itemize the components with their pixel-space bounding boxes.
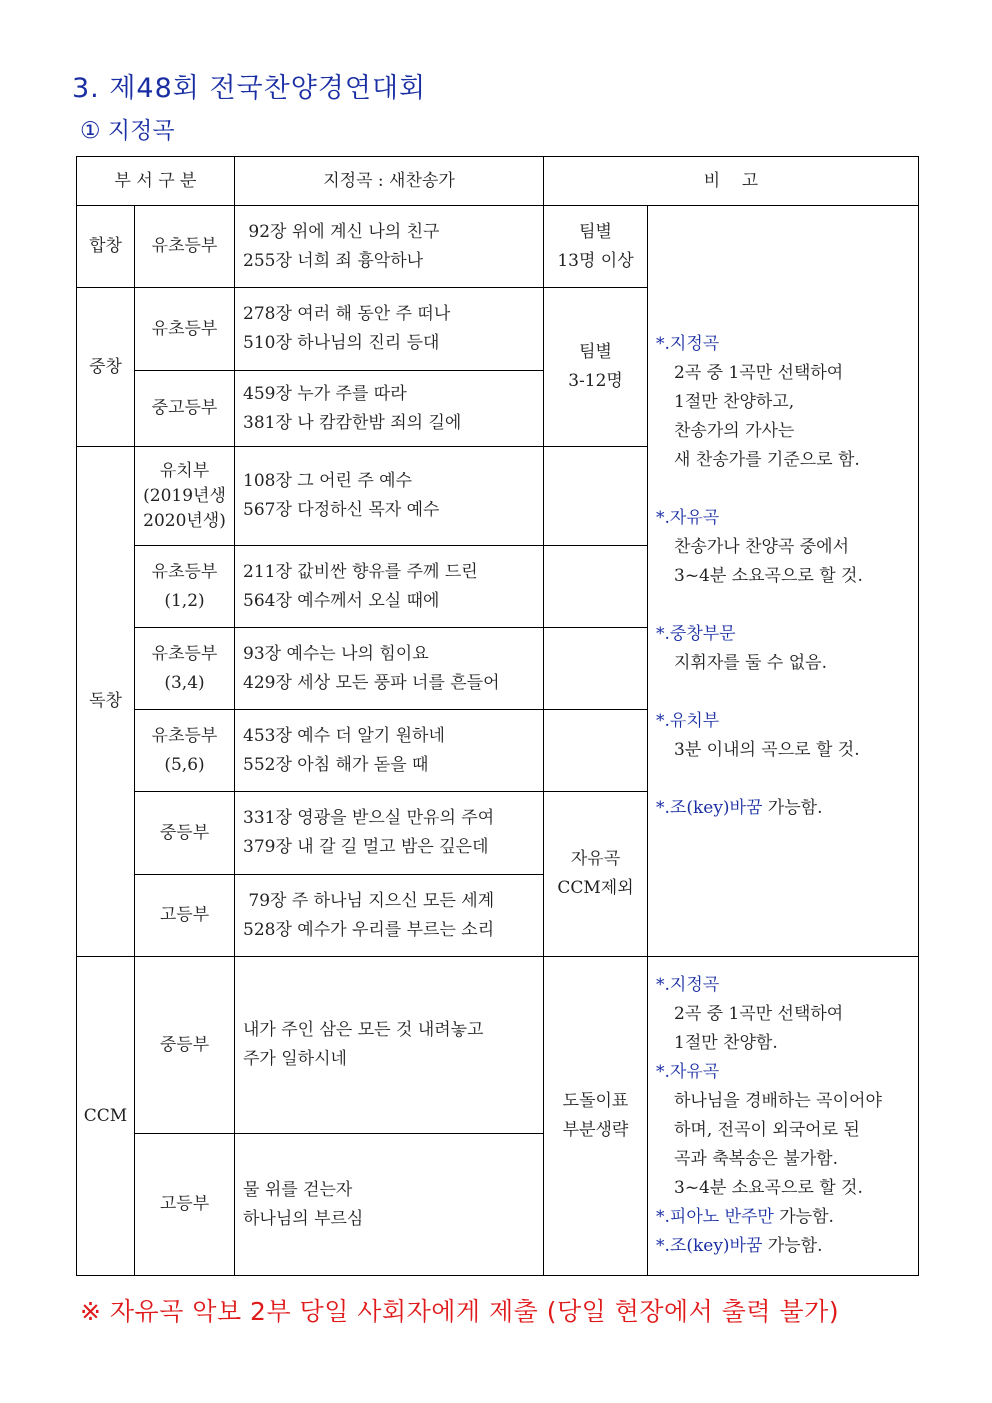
note-line: CCM제외	[557, 878, 634, 898]
remark-line: 1절만 찬양하고,	[674, 392, 795, 412]
remark-line: 찬송가나 찬양곡 중에서	[674, 537, 850, 557]
note-cell	[544, 288, 648, 447]
song-item: 211장 값비싼 향유를 주께 드린	[243, 561, 478, 582]
song-item: 510장 하나님의 진리 등대	[243, 333, 440, 353]
song-item: 255장 너희 죄 흉악하나	[243, 250, 424, 271]
remark-line: 찬송가의 가사는	[674, 421, 795, 441]
note-line: 3-12명	[568, 371, 623, 391]
header-remarks: 비 고	[544, 157, 919, 206]
dept-cell: 유초등부	[135, 206, 235, 288]
dept-cell	[135, 710, 235, 792]
table-row	[77, 957, 919, 1134]
dept-cell	[135, 628, 235, 710]
dept-line: (2019년생	[143, 485, 226, 506]
song-item: 92장 위에 계신 나의 친구	[243, 221, 440, 242]
remark-line: 2곡 중 1곡만 선택하여	[674, 363, 844, 383]
dept-line: (5,6)	[164, 754, 205, 775]
song-item: 381장 나 캄캄한밤 죄의 길에	[243, 412, 462, 433]
songs-cell	[235, 792, 544, 875]
dept-line: (3,4)	[164, 672, 205, 693]
songs-cell	[235, 710, 544, 792]
song-item: 552장 아침 해가 돋을 때	[243, 754, 429, 775]
remark-line: 2곡 중 1곡만 선택하여	[674, 1004, 844, 1024]
dept-cell	[135, 447, 235, 546]
remark-key: *.지정곡	[656, 975, 720, 995]
note-cell-empty	[544, 447, 648, 546]
song-item: 하나님의 부르심	[243, 1208, 364, 1229]
dept-cell: 중등부	[135, 792, 235, 875]
remark-line: 하며, 전곡이 외국어로 된	[674, 1120, 860, 1140]
dept-line: 유초등부	[151, 725, 218, 746]
song-item: 79장 주 하나님 지으신 모든 세계	[243, 890, 495, 911]
song-item: 453장 예수 더 알기 원하네	[243, 725, 445, 746]
remark-line: 새 찬송가를 기준으로 함.	[674, 450, 860, 470]
song-item: 278장 여러 해 동안 주 떠나	[243, 304, 451, 324]
note-cell	[544, 957, 648, 1276]
remark-rest: 가능함.	[762, 798, 823, 818]
dept-cell: 고등부	[135, 1134, 235, 1276]
note-line: 자유곡	[570, 849, 621, 869]
song-item: 567장 다정하신 목자 예수	[243, 500, 440, 520]
songs-cell	[235, 447, 544, 546]
remark-line: 곡과 축복송은 불가함.	[674, 1149, 839, 1169]
header-songs: 지정곡 : 새찬송가	[235, 157, 544, 206]
remark-key: *.지정곡	[656, 334, 720, 354]
song-item: 108장 그 어린 주 예수	[243, 471, 413, 491]
songs-cell	[235, 875, 544, 957]
remark-key: *.자유곡	[656, 1062, 720, 1082]
note-line: 팀별	[579, 342, 612, 362]
dept-cell	[135, 546, 235, 628]
table-header-row	[77, 157, 919, 206]
remark-key: *.조(key)바꿈	[656, 798, 763, 818]
song-item: 93장 예수는 나의 힘이요	[243, 643, 429, 664]
remark-rest: 가능함.	[762, 1236, 823, 1256]
remark-key: *.조(key)바꿈	[656, 1236, 763, 1256]
table-row	[77, 206, 919, 288]
header-division: 부 서 구 분	[77, 157, 235, 206]
section-subtitle: ① 지정곡	[80, 118, 175, 144]
note-cell	[544, 206, 648, 288]
dept-cell: 중등부	[135, 957, 235, 1134]
page-title: 3. 제48회 전국찬양경연대회	[72, 73, 427, 104]
songs-cell	[235, 628, 544, 710]
note-line: 13명 이상	[557, 250, 634, 271]
song-item: 주가 일하시네	[243, 1049, 347, 1069]
songs-cell	[235, 206, 544, 288]
song-item: 429장 세상 모든 풍파 너를 흔들어	[243, 672, 500, 693]
song-item: 물 위를 걷는자	[243, 1179, 353, 1200]
dept-line: 2020년생)	[143, 510, 226, 531]
note-cell-empty	[544, 710, 648, 792]
note-line: 도돌이표	[562, 1091, 629, 1111]
remark-line: 3~4분 소요곡으로 할 것.	[674, 566, 863, 586]
group-cell: CCM	[77, 957, 135, 1276]
remark-rest: 가능함.	[773, 1207, 834, 1227]
dept-cell: 고등부	[135, 875, 235, 957]
note-cell-empty	[544, 628, 648, 710]
song-item: 459장 누가 주를 따라	[243, 383, 407, 404]
remark-key: *.피아노 반주만	[656, 1207, 774, 1227]
designated-songs-table	[76, 156, 919, 1276]
group-cell: 중창	[77, 288, 135, 447]
dept-cell: 유초등부	[135, 288, 235, 371]
note-cell	[544, 792, 648, 957]
dept-line: 유치부	[159, 460, 210, 481]
remark-line: 하나님을 경배하는 곡이어야	[674, 1091, 882, 1111]
group-cell: 합창	[77, 206, 135, 288]
dept-cell: 중고등부	[135, 371, 235, 447]
songs-cell	[235, 288, 544, 371]
songs-cell	[235, 371, 544, 447]
remarks-cell	[648, 206, 919, 957]
songs-cell	[235, 546, 544, 628]
note-line: 팀별	[579, 221, 612, 242]
group-cell: 독창	[77, 447, 135, 957]
dept-line: (1,2)	[164, 590, 205, 611]
remark-line: 1절만 찬양함.	[674, 1033, 778, 1053]
song-item: 564장 예수께서 오실 때에	[243, 590, 440, 611]
songs-cell	[235, 957, 544, 1134]
note-cell-empty	[544, 546, 648, 628]
remark-key: *.자유곡	[656, 508, 720, 528]
remark-line: 3~4분 소요곡으로 할 것.	[674, 1178, 863, 1198]
footer-notice: ※ 자유곡 악보 2부 당일 사회자에게 제출 (당일 현장에서 출력 불가)	[80, 1297, 840, 1326]
song-item: 379장 내 갈 길 멀고 밤은 깊은데	[243, 837, 489, 857]
songs-cell	[235, 1134, 544, 1276]
remark-key: *.유치부	[656, 711, 720, 731]
note-line: 부분생략	[562, 1120, 629, 1140]
dept-line: 유초등부	[151, 561, 218, 582]
song-item: 내가 주인 삼은 모든 것 내려놓고	[243, 1020, 484, 1040]
remark-line: 지휘자를 둘 수 없음.	[674, 653, 827, 673]
remarks-ccm-cell	[648, 957, 919, 1276]
dept-line: 유초등부	[151, 643, 218, 664]
remark-line: 3분 이내의 곡으로 할 것.	[674, 740, 860, 760]
song-item: 331장 영광을 받으실 만유의 주여	[243, 808, 495, 828]
song-item: 528장 예수가 우리를 부르는 소리	[243, 919, 495, 940]
remark-key: *.중창부문	[656, 624, 736, 644]
